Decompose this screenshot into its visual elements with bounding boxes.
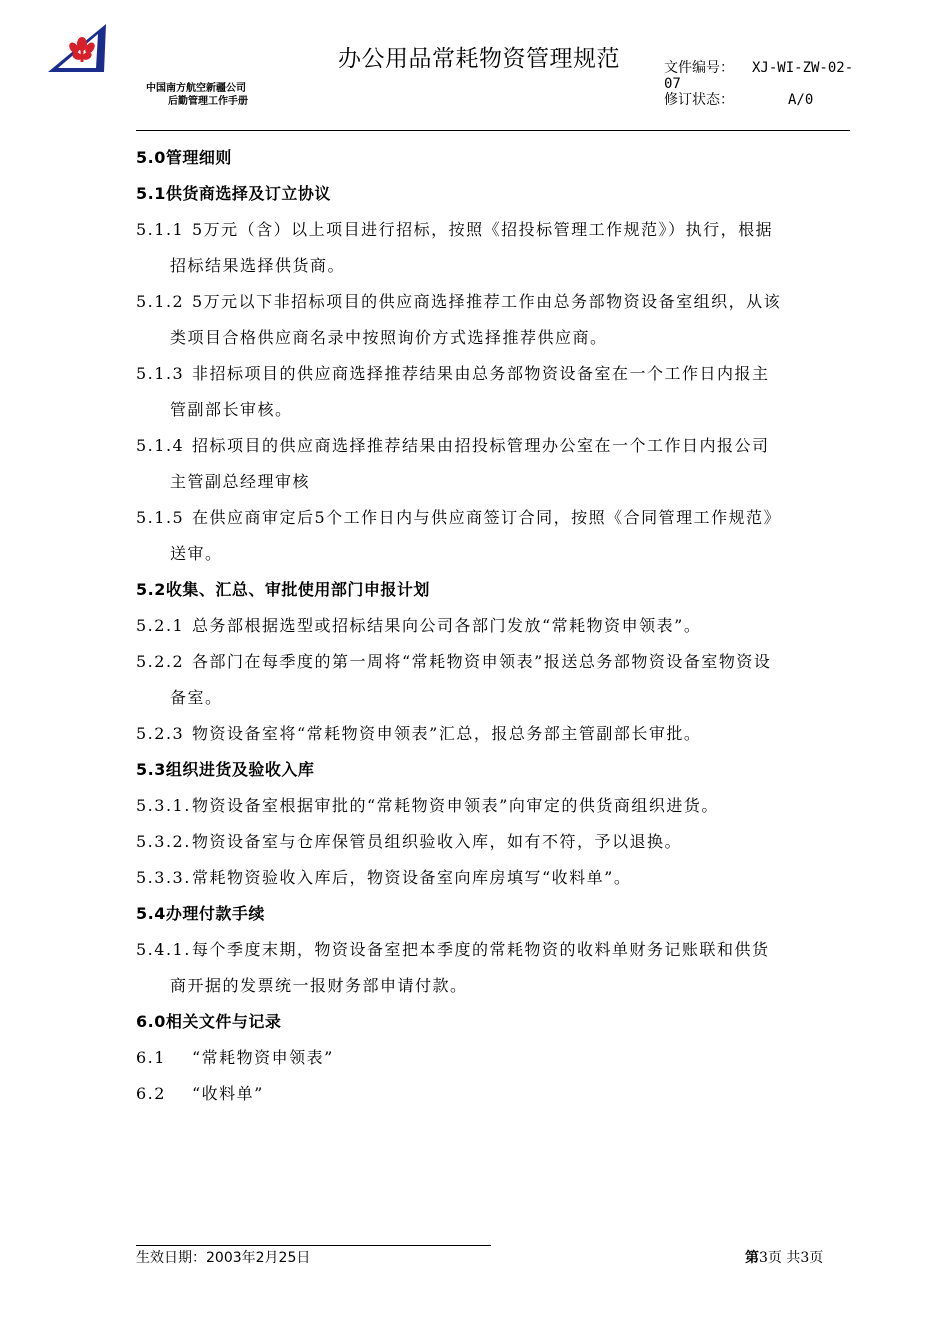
clause-number: 5.1.3 xyxy=(136,364,185,383)
page-mid: 页 共 xyxy=(767,1250,801,1266)
clause-number: 5.2.2 xyxy=(136,652,185,671)
page-total: 3 xyxy=(800,1250,810,1266)
header-divider xyxy=(136,130,850,131)
clause-number: 5.2.1 xyxy=(136,616,185,635)
company-line-1: 中国南方航空新疆公司 xyxy=(146,83,246,94)
page-suffix: 页 xyxy=(809,1250,824,1266)
revision-value: A/0 xyxy=(788,92,814,108)
clause-line xyxy=(136,824,850,860)
clause-line xyxy=(136,500,850,536)
clause-text: 招标项目的供应商选择推荐结果由招投标管理办公室在一个工作日内报公司 xyxy=(192,436,770,455)
clause-text: 非招标项目的供应商选择推荐结果由总务部物资设备室在一个工作日内报主 xyxy=(192,364,770,383)
clause-line xyxy=(136,608,850,644)
clause-line xyxy=(136,284,850,320)
clause-number: 5.3.1. xyxy=(136,796,191,815)
company-name xyxy=(146,82,248,108)
clause-line xyxy=(136,428,850,464)
clause-continuation: 主管副总经理审核 xyxy=(170,472,311,491)
page-number: 3 xyxy=(759,1250,768,1266)
clause-text: 物资设备室根据审批的“常耗物资申领表”向审定的供货商组织进货。 xyxy=(192,796,719,815)
clause-continuation: 备室。 xyxy=(170,688,223,707)
clause-item xyxy=(136,824,850,860)
footer-divider xyxy=(136,1245,491,1246)
clause-number: 5.3.3. xyxy=(136,868,191,887)
clause-text: 各部门在每季度的第一周将“常耗物资申领表”报送总务部物资设备室物资设 xyxy=(192,652,772,671)
page-indicator xyxy=(745,1247,823,1267)
clause-text: 常耗物资验收入库后，物资设备室向库房填写“收料单”。 xyxy=(192,868,632,887)
clause-item xyxy=(136,860,850,896)
clause-number: 5.2.3 xyxy=(136,724,185,743)
section-heading: 5.1供货商选择及订立协议 xyxy=(136,184,331,203)
clause-text: “收料单” xyxy=(192,1084,264,1103)
clause-item xyxy=(136,644,850,716)
clause-item xyxy=(136,716,850,752)
clause-item xyxy=(136,1040,850,1076)
section-heading: 5.4办理付款手续 xyxy=(136,904,265,923)
clause-continuation: 招标结果选择供货商。 xyxy=(170,256,346,275)
clause-item xyxy=(136,212,850,284)
doc-no-value: XJ-WI-ZW-02- xyxy=(752,60,854,76)
clause-line xyxy=(136,644,850,680)
effective-date: 生效日期：2003年2月25日 xyxy=(136,1250,311,1266)
clause-number: 6.2 xyxy=(136,1084,166,1103)
revision-label: 修订状态： xyxy=(664,92,734,108)
clause-line xyxy=(136,1076,850,1112)
document-title: 办公用品常耗物资管理规范 xyxy=(338,46,620,72)
document-meta xyxy=(664,60,854,108)
clause-line xyxy=(136,788,850,824)
clause-item xyxy=(136,932,850,1004)
clause-number: 5.3.2. xyxy=(136,832,191,851)
clause-text: 总务部根据选型或招标结果向公司各部门发放“常耗物资申领表”。 xyxy=(192,616,702,635)
clause-line xyxy=(136,1040,850,1076)
clause-text: 在供应商审定后5个工作日内与供应商签订合同，按照《合同管理工作规范》 xyxy=(192,508,782,527)
clause-text: 物资设备室与仓库保管员组织验收入库，如有不符，予以退换。 xyxy=(192,832,683,851)
clause-text: 5万元以下非招标项目的供应商选择推荐工作由总务部物资设备室组织，从该 xyxy=(192,292,782,311)
clause-item xyxy=(136,608,850,644)
document-body xyxy=(136,140,850,1112)
page-prefix: 第 xyxy=(745,1250,759,1266)
clause-item xyxy=(136,428,850,500)
clause-number: 5.1.4 xyxy=(136,436,185,455)
clause-number: 5.4.1. xyxy=(136,940,191,959)
clause-line xyxy=(136,932,850,968)
doc-no-value-cont: 07 xyxy=(664,76,681,92)
clause-continuation: 商开据的发票统一报财务部申请付款。 xyxy=(170,976,468,995)
clause-continuation: 送审。 xyxy=(170,544,223,563)
clause-text: 每个季度末期，物资设备室把本季度的常耗物资的收料单财务记账联和供货 xyxy=(192,940,770,959)
clause-text: 5万元（含）以上项目进行招标，按照《招投标管理工作规范》）执行，根据 xyxy=(192,220,774,239)
company-logo-icon xyxy=(44,22,110,74)
doc-no-label: 文件编号： xyxy=(664,60,734,76)
clause-line xyxy=(136,356,850,392)
clause-text: 物资设备室将“常耗物资申领表”汇总，报总务部主管副部长审批。 xyxy=(192,724,702,743)
clause-number: 5.1.5 xyxy=(136,508,185,527)
clause-text: “常耗物资申领表” xyxy=(192,1048,334,1067)
section-heading: 5.2收集、汇总、审批使用部门申报计划 xyxy=(136,580,430,599)
company-line-2: 后勤管理工作手册 xyxy=(168,96,248,107)
clause-item xyxy=(136,1076,850,1112)
clause-line xyxy=(136,716,850,752)
clause-line xyxy=(136,860,850,896)
section-heading: 6.0相关文件与记录 xyxy=(136,1012,282,1031)
clause-number: 5.1.2 xyxy=(136,292,185,311)
clause-item xyxy=(136,356,850,428)
clause-item xyxy=(136,788,850,824)
section-heading: 5.0管理细则 xyxy=(136,148,232,167)
section-heading: 5.3组织进货及验收入库 xyxy=(136,760,315,779)
clause-number: 6.1 xyxy=(136,1048,166,1067)
clause-item xyxy=(136,500,850,572)
clause-item xyxy=(136,284,850,356)
clause-number: 5.1.1 xyxy=(136,220,185,239)
clause-line xyxy=(136,212,850,248)
clause-continuation: 类项目合格供应商名录中按照询价方式选择推荐供应商。 xyxy=(170,328,608,347)
clause-continuation: 管副部长审核。 xyxy=(170,400,293,419)
